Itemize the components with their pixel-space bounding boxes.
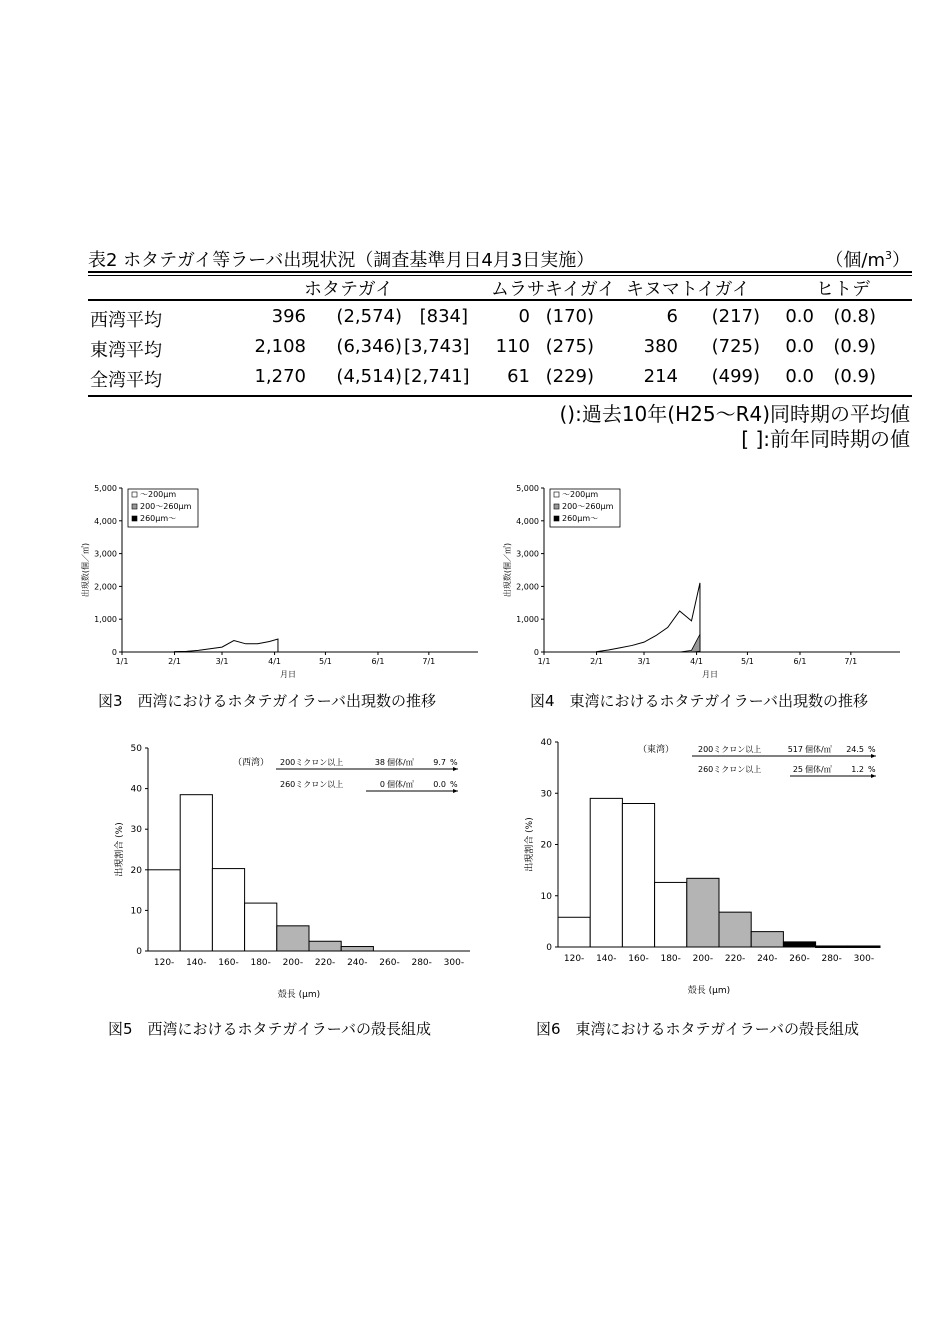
annotation-count: 25 (792, 765, 803, 774)
annotation-unit: 個体/㎥ (387, 780, 414, 789)
cell-murasaki-avg: (275) (545, 336, 594, 357)
cell-hotate: 396 (271, 306, 306, 327)
annotation-unit: 個体/㎥ (805, 745, 832, 754)
annotation-arrow-head (453, 789, 458, 793)
table-bottom-rule (88, 395, 912, 397)
annotation-label: 260ミクロン以上 (280, 780, 344, 789)
cell-hotate-avg: (6,346) (336, 336, 402, 357)
y-tick-label: 2,000 (516, 582, 539, 592)
histogram-bar (590, 798, 622, 947)
x-tick-label: 6/1 (793, 657, 807, 666)
y-tick-label: 20 (130, 865, 142, 876)
cell-murasaki: 110 (495, 336, 530, 357)
legend-label: 〜200μm (140, 490, 177, 499)
legend-label: 200〜260μm (140, 502, 192, 511)
x-tick-label: 220- (724, 954, 746, 964)
annotation-label: 200ミクロン以上 (280, 758, 344, 767)
x-tick-label: 4/1 (690, 657, 704, 666)
table-unit-text: （個/m (825, 250, 885, 271)
header-murasaki: ムラサキイガイ (491, 279, 616, 300)
table-unit-close: ） (892, 250, 910, 271)
y-tick-label: 5,000 (516, 484, 539, 493)
legend-label: 260μm〜 (562, 514, 599, 523)
cell-murasaki: 61 (507, 366, 530, 387)
histogram-bar (341, 947, 373, 951)
x-tick-label: 5/1 (318, 657, 332, 666)
row-label: 全湾平均 (90, 370, 162, 391)
table-row (88, 306, 912, 336)
header-kinuma: キヌマトイガイ (626, 279, 750, 300)
y-tick-label: 2,000 (94, 582, 117, 592)
table-row (88, 366, 912, 396)
cell-kinuma: 214 (643, 366, 678, 387)
y-tick-label: 1,000 (516, 615, 539, 625)
y-tick-label: 0 (546, 943, 552, 953)
histogram-bar (180, 795, 212, 951)
histogram-bar (655, 882, 687, 947)
annotation-arrow-head (453, 767, 458, 771)
note-past-average: ():過去10年(H25〜R4)同時期の平均値 (559, 402, 910, 426)
table-top-rule (88, 271, 912, 273)
region-label: （西湾） (233, 758, 270, 768)
annotation-label: 260ミクロン以上 (698, 765, 762, 774)
annotation-pct-unit: % (450, 780, 458, 789)
y-tick-label: 4,000 (516, 516, 539, 526)
fig4-timeseries-chart (500, 478, 910, 683)
header-hotate: ホタテガイ (304, 279, 394, 300)
x-tick-label: 200- (692, 954, 714, 964)
cell-hitode: 0.0 (785, 306, 814, 327)
fig6-size-histogram (518, 732, 898, 1006)
fig4-caption: 図4 東湾におけるホタテガイラーバ出現数の推移 (530, 692, 869, 710)
y-tick-label: 10 (130, 906, 142, 917)
x-tick-label: 140- (186, 958, 207, 968)
y-axis-label: 出現割合 (%) (525, 817, 535, 872)
cell-hitode-avg: (0.8) (833, 306, 876, 327)
histogram-bar (783, 942, 815, 947)
header-rule (88, 299, 912, 301)
x-tick-label: 300- (853, 954, 875, 964)
note-previous-year: [ ]:前年同時期の値 (741, 427, 910, 451)
cell-hitode: 0.0 (785, 336, 814, 357)
x-axis-label: 殻長 (μm) (687, 986, 731, 996)
y-tick-label: 30 (540, 789, 552, 800)
region-label: （東湾） (638, 745, 675, 755)
histogram-bar (622, 804, 654, 948)
fig3-timeseries-chart (78, 478, 488, 683)
legend-swatch (554, 492, 559, 497)
cell-hotate-prev: [3,743] (404, 336, 470, 357)
x-tick-label: 2/1 (168, 657, 181, 666)
cell-murasaki: 0 (518, 306, 530, 327)
y-tick-label: 0 (111, 648, 117, 657)
fig6-caption: 図6 東湾におけるホタテガイラーバの殻長組成 (536, 1020, 860, 1038)
cell-kinuma-avg: (499) (711, 366, 760, 387)
cell-murasaki-avg: (170) (545, 306, 594, 327)
x-tick-label: 160- (628, 954, 649, 964)
x-tick-label: 120- (563, 954, 585, 964)
x-axis-label: 月日 (702, 670, 718, 679)
y-tick-label: 40 (540, 738, 552, 748)
cell-kinuma: 380 (643, 336, 678, 357)
cell-kinuma-avg: (217) (711, 306, 760, 327)
cell-murasaki-avg: (229) (545, 366, 594, 387)
x-tick-label: 280- (411, 958, 432, 968)
x-tick-label: 140- (596, 954, 617, 964)
table-title: 表2 ホタテガイ等ラーバ出現状況（調査基準月日4月3日実施） (88, 250, 595, 271)
table-unit (825, 246, 910, 272)
legend-swatch (132, 504, 137, 509)
y-tick-label: 1,000 (94, 615, 117, 625)
legend-label: 〜200μm (562, 490, 599, 499)
x-tick-label: 1/1 (115, 657, 129, 666)
legend-swatch (132, 516, 137, 521)
y-tick-label: 50 (130, 744, 142, 754)
histogram-bar (212, 869, 244, 951)
annotation-unit: 個体/㎥ (805, 765, 832, 774)
histogram-bar (687, 878, 719, 947)
x-tick-label: 160- (218, 958, 239, 968)
x-tick-label: 6/1 (371, 657, 385, 666)
header-hitode: ヒトデ (816, 279, 870, 300)
x-tick-label: 300- (443, 958, 465, 968)
y-axis-label: 出現割合 (%) (115, 822, 125, 877)
y-tick-label: 0 (136, 947, 142, 957)
y-tick-label: 3,000 (94, 549, 117, 559)
x-tick-label: 220- (314, 958, 336, 968)
x-tick-label: 5/1 (740, 657, 754, 666)
fig5-caption: 図5 西湾におけるホタテガイラーバの殻長組成 (108, 1020, 432, 1038)
x-tick-label: 200- (282, 958, 304, 968)
cell-kinuma: 6 (666, 306, 678, 327)
x-tick-label: 1/1 (537, 657, 551, 666)
legend-label: 260μm〜 (140, 514, 177, 523)
annotation-pct: 9.7 (433, 758, 446, 767)
histogram-bar (558, 917, 590, 947)
annotation-arrow-head (871, 754, 876, 758)
x-tick-label: 280- (821, 954, 842, 964)
series-area-under-200um (175, 639, 278, 652)
table-unit-sup: 3 (885, 249, 892, 262)
y-tick-label: 20 (540, 840, 552, 851)
cell-hitode-avg: (0.9) (833, 366, 876, 387)
histogram-bar (309, 941, 341, 951)
annotation-count: 38 (374, 758, 385, 767)
histogram-bar (245, 903, 277, 951)
histogram-bar (148, 870, 180, 951)
legend-swatch (554, 504, 559, 509)
cell-hitode-avg: (0.9) (833, 336, 876, 357)
y-axis-label: 出現数(個／㎥) (503, 542, 512, 598)
legend-label: 200〜260μm (562, 502, 614, 511)
annotation-pct-unit: % (450, 758, 458, 767)
cell-hotate-prev: [834] (419, 306, 468, 327)
x-tick-label: 180- (250, 958, 271, 968)
annotation-arrow-head (871, 774, 876, 778)
x-tick-label: 260- (379, 958, 400, 968)
x-tick-label: 2/1 (590, 657, 603, 666)
cell-hotate: 2,108 (254, 336, 306, 357)
y-tick-label: 10 (540, 891, 552, 902)
legend-swatch (132, 492, 137, 497)
table-row (88, 336, 912, 366)
annotation-pct-unit: % (868, 765, 876, 774)
y-tick-label: 40 (130, 784, 142, 795)
x-axis-label: 殻長 (μm) (277, 990, 321, 1000)
annotation-unit: 個体/㎥ (387, 758, 414, 767)
x-tick-label: 3/1 (637, 657, 651, 666)
histogram-bar (719, 912, 751, 947)
series-area-under-200um (597, 583, 700, 652)
annotation-count: 0 (379, 780, 385, 789)
annotation-pct-unit: % (868, 745, 876, 754)
histogram-bar (751, 932, 783, 947)
annotation-pct: 24.5 (846, 745, 864, 754)
row-label: 西湾平均 (90, 310, 162, 331)
annotation-pct: 1.2 (851, 765, 864, 774)
y-tick-label: 0 (533, 648, 539, 657)
annotation-label: 200ミクロン以上 (698, 745, 762, 754)
y-tick-label: 5,000 (94, 484, 117, 493)
x-tick-label: 7/1 (422, 657, 436, 666)
histogram-bar (277, 926, 309, 951)
x-tick-label: 4/1 (268, 657, 282, 666)
x-tick-label: 120- (153, 958, 175, 968)
y-tick-label: 3,000 (516, 549, 539, 559)
annotation-count: 517 (787, 745, 803, 754)
x-tick-label: 7/1 (844, 657, 858, 666)
fig5-size-histogram (108, 738, 488, 1006)
cell-hotate-avg: (4,514) (336, 366, 402, 387)
y-tick-label: 4,000 (94, 516, 117, 526)
cell-hitode: 0.0 (785, 366, 814, 387)
y-axis-label: 出現数(個／㎥) (81, 542, 90, 598)
legend-swatch (554, 516, 559, 521)
cell-hotate: 1,270 (254, 366, 306, 387)
cell-kinuma-avg: (725) (711, 336, 760, 357)
cell-hotate-avg: (2,574) (336, 306, 402, 327)
x-tick-label: 240- (347, 958, 368, 968)
x-tick-label: 3/1 (215, 657, 229, 666)
x-tick-label: 180- (660, 954, 681, 964)
y-tick-label: 30 (130, 825, 142, 836)
x-axis-label: 月日 (280, 670, 296, 679)
x-tick-label: 240- (757, 954, 778, 964)
annotation-pct: 0.0 (433, 780, 446, 789)
row-label: 東湾平均 (90, 340, 162, 361)
cell-hotate-prev: [2,741] (404, 366, 470, 387)
x-tick-label: 260- (789, 954, 810, 964)
fig3-caption: 図3 西湾におけるホタテガイラーバ出現数の推移 (98, 692, 437, 710)
